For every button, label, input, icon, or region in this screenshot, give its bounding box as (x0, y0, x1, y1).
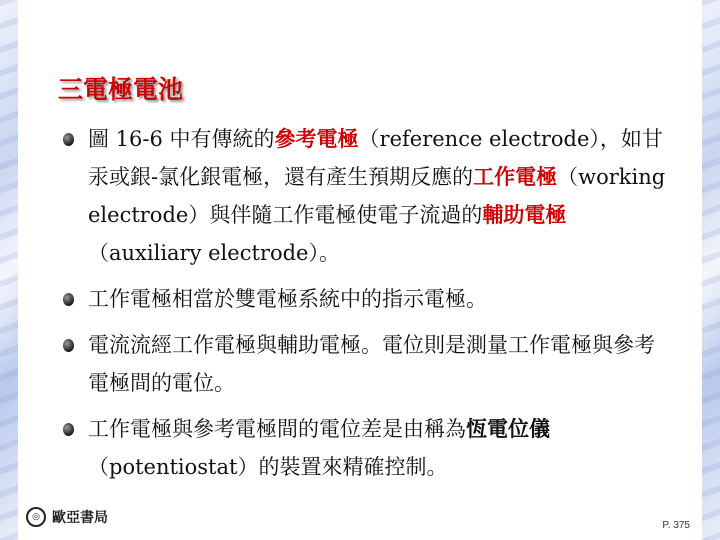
text-segment: （potentiostat）的裝置來精確控制。 (88, 455, 448, 479)
text-segment: （reference electrode），如甘汞或銀-氯化銀電極，還有產生預期反應的 (88, 127, 663, 189)
bullet-text (88, 333, 655, 395)
bullet-list (58, 120, 668, 486)
key-term-reference-electrode: 參考電極 (274, 126, 359, 151)
page-number: P. 375 (662, 520, 690, 531)
bullet-item (58, 120, 668, 272)
text-segment: 圖 16-6 中有傳統的 (88, 127, 275, 151)
left-decorative-border (0, 0, 18, 540)
key-term-auxiliary-electrode: 輔助電極 (482, 202, 567, 227)
bullet-text (88, 127, 665, 265)
key-term-potentiostat: 恆電位儀 (466, 416, 550, 441)
bullet-text (88, 417, 550, 479)
bullet-dot-icon (63, 293, 74, 306)
text-segment: 工作電極相當於雙電極系統中的指示電極。 (88, 287, 487, 311)
publisher-logo (26, 507, 108, 527)
bullet-dot-icon (63, 133, 74, 146)
bullet-item (58, 280, 668, 318)
bullet-dot-icon (63, 423, 74, 436)
publisher-logo-icon: ◎ (26, 507, 46, 527)
text-segment: 工作電極與參考電極間的電位差是由稱為 (88, 417, 466, 441)
bullet-item (58, 410, 668, 486)
slide-title: 三電極電池 (58, 75, 184, 104)
bullet-item (58, 326, 668, 402)
text-segment: （working electrode）與伴隨工作電極使電子流過的 (88, 165, 666, 227)
key-term-working-electrode: 工作電極 (473, 164, 558, 189)
right-decorative-border (702, 0, 720, 540)
publisher-name: 歐亞書局 (52, 510, 108, 526)
text-segment: 電流流經工作電極與輔助電極。電位則是測量工作電極與參考電極間的電位。 (88, 333, 655, 395)
bullet-text (88, 287, 487, 311)
text-segment: （auxiliary electrode）。 (88, 241, 340, 265)
bullet-dot-icon (63, 339, 74, 352)
